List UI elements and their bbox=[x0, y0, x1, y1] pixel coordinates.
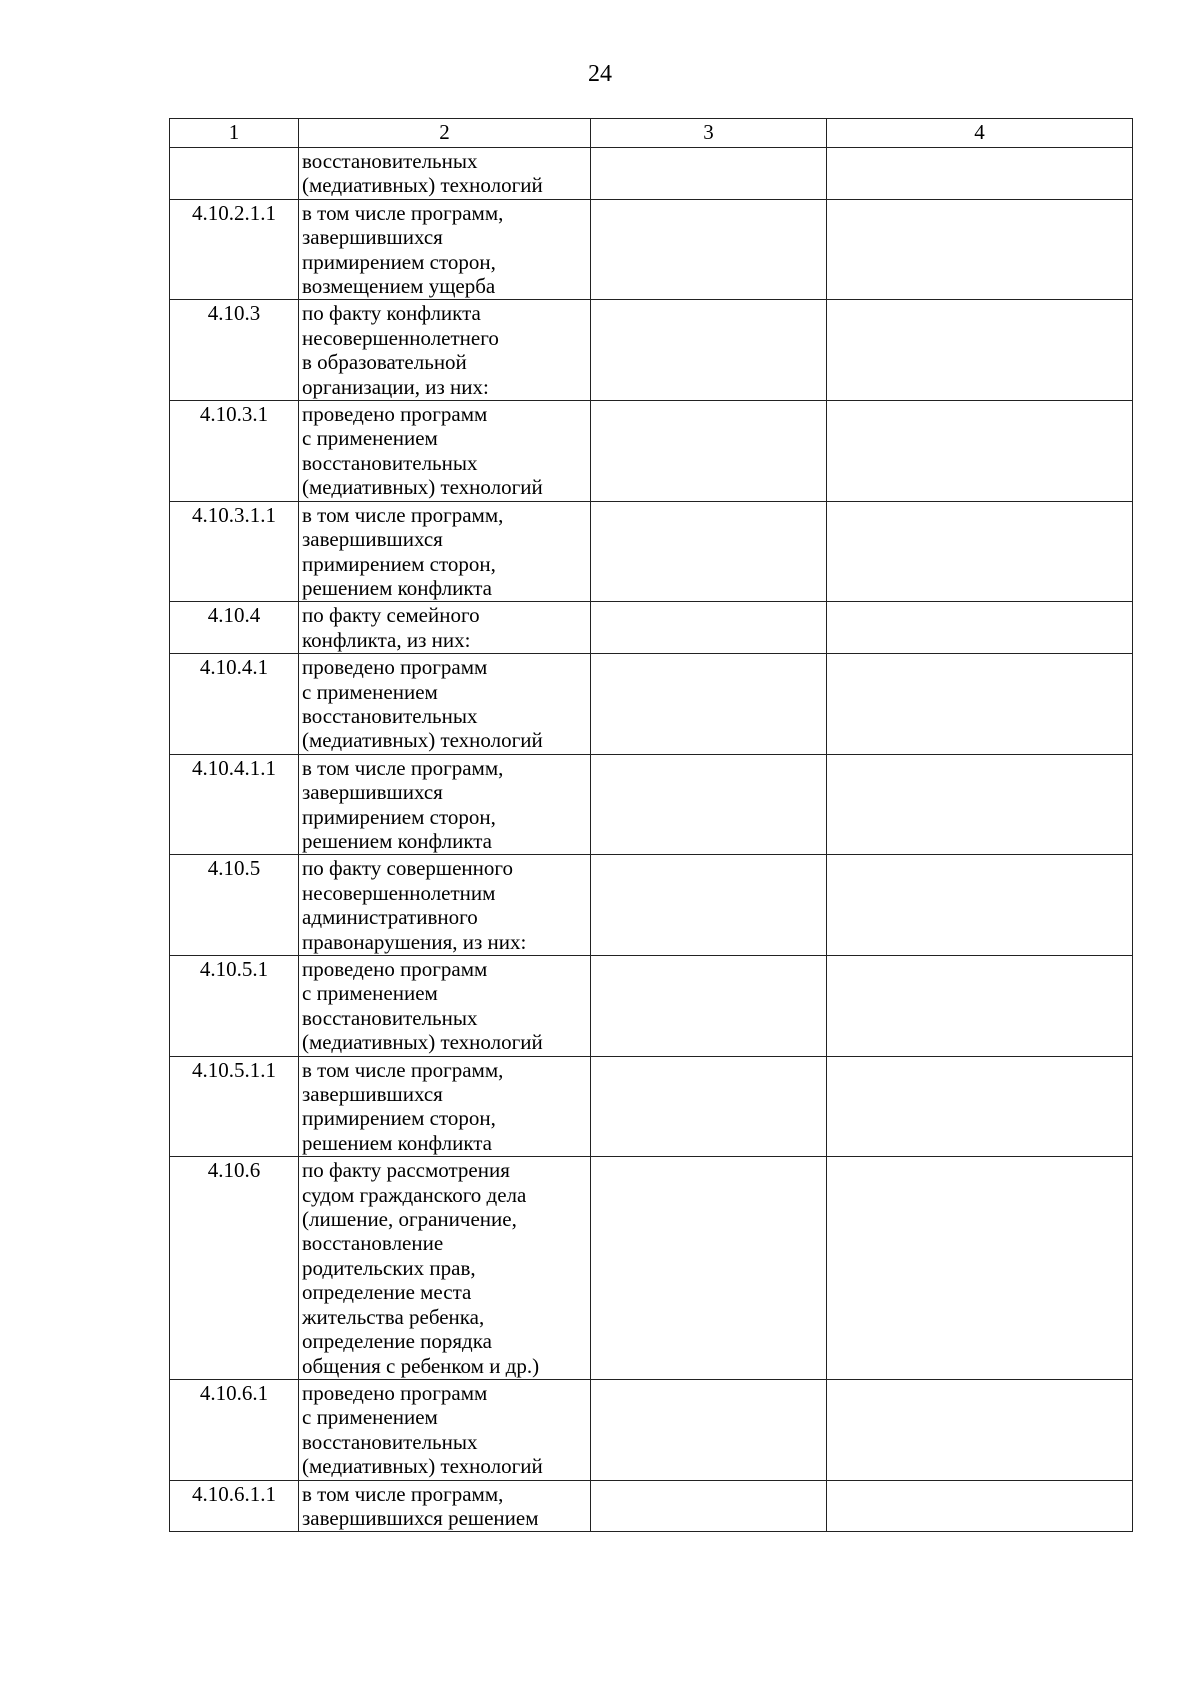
report-table bbox=[169, 118, 1133, 1532]
row-value-cell-4 bbox=[827, 1157, 1133, 1380]
row-value-cell-4 bbox=[827, 956, 1133, 1057]
table-row bbox=[170, 199, 1133, 300]
row-number-cell: 4.10.6.1.1 bbox=[170, 1480, 299, 1532]
row-value-cell-4 bbox=[827, 501, 1133, 602]
row-number-cell: 4.10.6.1 bbox=[170, 1379, 299, 1480]
table-row bbox=[170, 1056, 1133, 1157]
row-value-cell-4 bbox=[827, 1056, 1133, 1157]
row-number-cell: 4.10.5.1 bbox=[170, 956, 299, 1057]
row-description-cell: проведено программ с применением восстановительных (медиативных) технологий bbox=[299, 401, 591, 502]
row-value-cell-3 bbox=[591, 1379, 827, 1480]
row-value-cell-3 bbox=[591, 602, 827, 654]
table-row bbox=[170, 654, 1133, 755]
table-row bbox=[170, 1157, 1133, 1380]
row-value-cell-3 bbox=[591, 1157, 827, 1380]
row-number-cell: 4.10.3.1.1 bbox=[170, 501, 299, 602]
row-description-cell: по факту рассмотрения судом гражданского дела (лишение, ограничение, восстановление родительских прав, определение места жительства ребенка, определение порядка общения с ребенком и др.) bbox=[299, 1157, 591, 1380]
row-number-cell: 4.10.3.1 bbox=[170, 401, 299, 502]
row-value-cell-4 bbox=[827, 199, 1133, 300]
column-header-3: 3 bbox=[591, 119, 827, 148]
row-number-cell: 4.10.5 bbox=[170, 855, 299, 956]
row-description-cell: в том числе программ, завершившихся примирением сторон, решением конфликта bbox=[299, 501, 591, 602]
row-number-cell: 4.10.2.1.1 bbox=[170, 199, 299, 300]
row-description-cell: проведено программ с применением восстановительных (медиативных) технологий bbox=[299, 654, 591, 755]
row-value-cell-3 bbox=[591, 199, 827, 300]
row-description-cell: по факту совершенного несовершеннолетним административного правонарушения, из них: bbox=[299, 855, 591, 956]
table-row bbox=[170, 602, 1133, 654]
row-value-cell-4 bbox=[827, 855, 1133, 956]
row-description-cell: в том числе программ, завершившихся примирением сторон, решением конфликта bbox=[299, 754, 591, 855]
row-value-cell-3 bbox=[591, 501, 827, 602]
table-row bbox=[170, 300, 1133, 401]
table-row bbox=[170, 855, 1133, 956]
table-row bbox=[170, 501, 1133, 602]
row-description-cell: в том числе программ, завершившихся решением bbox=[299, 1480, 591, 1532]
page-number: 24 bbox=[588, 61, 612, 87]
row-number-cell: 4.10.6 bbox=[170, 1157, 299, 1380]
table-body bbox=[170, 148, 1133, 1532]
row-number-cell: 4.10.4 bbox=[170, 602, 299, 654]
row-value-cell-3 bbox=[591, 401, 827, 502]
table-row bbox=[170, 754, 1133, 855]
row-value-cell-4 bbox=[827, 300, 1133, 401]
row-number-cell: 4.10.4.1.1 bbox=[170, 754, 299, 855]
row-value-cell-3 bbox=[591, 1056, 827, 1157]
row-value-cell-3 bbox=[591, 654, 827, 755]
row-number-cell: 4.10.4.1 bbox=[170, 654, 299, 755]
table-row bbox=[170, 1379, 1133, 1480]
row-number-cell: 4.10.3 bbox=[170, 300, 299, 401]
row-description-cell: проведено программ с применением восстановительных (медиативных) технологий bbox=[299, 956, 591, 1057]
row-description-cell: по факту конфликта несовершеннолетнего в образовательной организации, из них: bbox=[299, 300, 591, 401]
row-description-cell: восстановительных (медиативных) технологий bbox=[299, 148, 591, 200]
row-description-cell: по факту семейного конфликта, из них: bbox=[299, 602, 591, 654]
row-value-cell-4 bbox=[827, 148, 1133, 200]
row-value-cell-3 bbox=[591, 956, 827, 1057]
row-number-cell: 4.10.5.1.1 bbox=[170, 1056, 299, 1157]
row-value-cell-3 bbox=[591, 1480, 827, 1532]
table-row bbox=[170, 956, 1133, 1057]
row-value-cell-4 bbox=[827, 1480, 1133, 1532]
row-value-cell-4 bbox=[827, 754, 1133, 855]
row-value-cell-4 bbox=[827, 654, 1133, 755]
row-value-cell-3 bbox=[591, 754, 827, 855]
row-value-cell-3 bbox=[591, 855, 827, 956]
row-description-cell: в том числе программ, завершившихся примирением сторон, возмещением ущерба bbox=[299, 199, 591, 300]
row-description-cell: проведено программ с применением восстановительных (медиативных) технологий bbox=[299, 1379, 591, 1480]
row-value-cell-3 bbox=[591, 300, 827, 401]
table-row bbox=[170, 1480, 1133, 1532]
row-value-cell-4 bbox=[827, 1379, 1133, 1480]
table-row bbox=[170, 401, 1133, 502]
column-header-2: 2 bbox=[299, 119, 591, 148]
row-description-cell: в том числе программ, завершившихся примирением сторон, решением конфликта bbox=[299, 1056, 591, 1157]
row-value-cell-4 bbox=[827, 401, 1133, 502]
column-header-4: 4 bbox=[827, 119, 1133, 148]
column-header-1: 1 bbox=[170, 119, 299, 148]
table-row bbox=[170, 148, 1133, 200]
row-value-cell-3 bbox=[591, 148, 827, 200]
row-number-cell bbox=[170, 148, 299, 200]
row-value-cell-4 bbox=[827, 602, 1133, 654]
header-row bbox=[170, 119, 1133, 148]
